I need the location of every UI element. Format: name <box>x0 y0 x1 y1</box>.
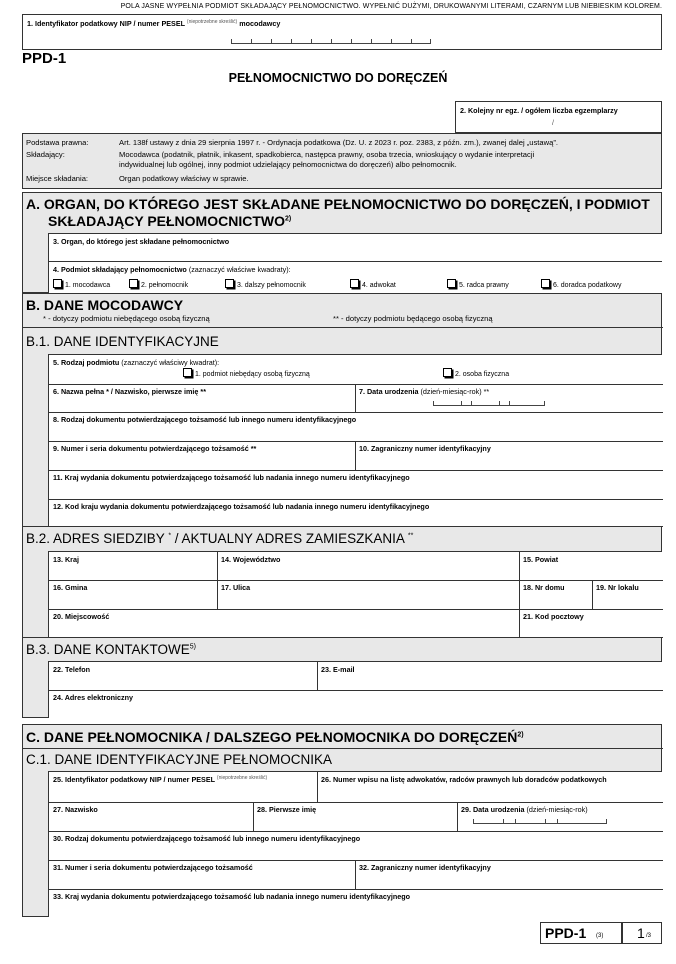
field-4-label: 4. Podmiot składający pełnomocnictwo (zaznaczyć właściwe kwadraty): <box>53 265 291 274</box>
field-8-label: 8. Rodzaj dokumentu potwierdzającego tożsamość lub innego numeru identyfikacyjnego <box>53 415 357 424</box>
field-1-label: 1. Identyfikator podatkowy NIP / numer PESEL $^{(niepotrzebne skreślić)}$ mocodawcy <box>27 19 281 28</box>
field-2-box[interactable] <box>455 101 662 133</box>
field-29-ticks <box>473 819 607 824</box>
miejsce-text: Organ podatkowy właściwy w sprawie. <box>119 174 249 183</box>
b1-title: B.1. DANE IDENTYFIKACYJNE <box>26 334 219 349</box>
field-2-label: 2. Kolejny nr egz. / ogółem liczba egzemplarzy <box>460 106 618 115</box>
field-5-label: 5. Rodzaj podmiotu (zaznaczyć właściwy kwadrat): <box>53 358 220 367</box>
field-18-label: 18. Nr domu <box>523 583 565 592</box>
section-b-note-2: ** - dotyczy podmiotu będącego osobą fizyczną <box>333 314 493 323</box>
checkbox[interactable] <box>541 279 550 288</box>
podstawa-text: Art. 138f ustawy z dnia 29 sierpnia 1997 r. - Ordynacja podatkowa (Dz. U. z 2023 r. poz. 2383, z późn. zm.), zwanej dalej „ustawą”. <box>119 138 558 147</box>
option-mocodawca[interactable]: 1. mocodawca <box>53 279 110 289</box>
section-b-note-1: * - dotyczy podmiotu niebędącego osobą fizyczną <box>43 314 210 323</box>
checkbox[interactable] <box>447 279 456 288</box>
footer-version: (3) <box>596 933 604 939</box>
field-11-label: 11. Kraj wydania dokumentu potwierdzającego tożsamość lub nadania innego numeru identyfikacyjnego <box>53 473 410 482</box>
option-pelnomocnik[interactable]: 2. pełnomocnik <box>129 279 188 289</box>
b1-fields <box>48 354 662 526</box>
checkbox[interactable] <box>129 279 138 288</box>
section-b-title: B. DANE MOCODAWCY <box>26 297 184 313</box>
b2-title: B.2. ADRES SIEDZIBY * / AKTUALNY ADRES ZAMIESZKANIA ** <box>26 531 414 546</box>
checkbox[interactable] <box>350 279 359 288</box>
miejsce-label: Miejsce składania: <box>26 174 89 183</box>
option-adwokat[interactable]: 4. adwokat <box>350 279 396 289</box>
field-14-label: 14. Województwo <box>221 555 281 564</box>
checkbox[interactable] <box>53 279 62 288</box>
section-a <box>22 192 662 293</box>
section-c-title: C. DANE PEŁNOMOCNIKA / DALSZEGO PEŁNOMOCNIKA DO DORĘCZEŃ$^{2)}$ <box>26 729 524 745</box>
section-a-title-2: SKŁADAJĄCY PEŁNOMOCNICTWO$^{2)}$ <box>48 213 292 229</box>
podstawa-label: Podstawa prawna: <box>26 138 89 147</box>
option-dalszy-pelnomocnik[interactable]: 3. dalszy pełnomocnik <box>225 279 306 289</box>
instruction-note: POLA JASNE WYPEŁNIA PODMIOT SKŁADAJĄCY PEŁNOMOCNICTWO. WYPEŁNIĆ DUŻYMI, DRUKOWANYMI LITERAMI, CZARNYM LUB NIEBIESKIM KOLOREM. <box>120 3 662 10</box>
footer-page-total: /3 <box>646 933 652 939</box>
field-22-label: 22. Telefon <box>53 665 91 674</box>
field-12-label: 12. Kod kraju wydania dokumentu potwierdzającego tożsamość lub nadania innego numeru identyfikacyjnego <box>53 502 430 511</box>
field-6-label: 6. Nazwa pełna * / Nazwisko, pierwsze imię ** <box>53 387 206 396</box>
c1-title: C.1. DANE IDENTYFIKACYJNE PEŁNOMOCNIKA <box>26 752 333 767</box>
checkbox[interactable] <box>443 368 452 377</box>
section-b <box>22 293 662 718</box>
field-24-label: 24. Adres elektroniczny <box>53 693 134 702</box>
legal-basis-block <box>22 133 662 189</box>
field-2-slash: / <box>552 120 554 127</box>
footer-form-code <box>540 922 622 944</box>
field-29-label: 29. Data urodzenia (dzień-miesiąc-rok) <box>461 805 588 814</box>
section-a-title-1: A. ORGAN, DO KTÓREGO JEST SKŁADANE PEŁNOMOCNICTWO DO DORĘCZEŃ, I PODMIOT <box>26 196 650 212</box>
field-27-label: 27. Nazwisko <box>53 805 98 814</box>
field-7-label: 7. Data urodzenia (dzień-miesiąc-rok) ** <box>359 387 490 396</box>
field-3-label: 3. Organ, do którego jest składane pełnomocnictwo <box>53 237 230 246</box>
b2-fields <box>48 551 662 637</box>
form-title: PEŁNOMOCNICTWO DO DORĘCZEŃ <box>228 71 448 85</box>
field-9-label: 9. Numer i seria dokumentu potwierdzającego tożsamość ** <box>53 444 257 453</box>
option-radca-prawny[interactable]: 5. radca prawny <box>447 279 509 289</box>
option-podmiot-niefizyczny[interactable]: 1. podmiot niebędący osobą fizyczną <box>183 368 310 378</box>
option-osoba-fizyczna[interactable]: 2. osoba fizyczna <box>443 368 509 378</box>
field-32-label: 32. Zagraniczny numer identyfikacyjny <box>359 863 491 872</box>
field-3-box[interactable] <box>48 233 662 261</box>
b3-title: B.3. DANE KONTAKTOWE$^{5)}$ <box>26 642 197 657</box>
field-1-box[interactable] <box>22 14 662 50</box>
field-7-ticks <box>433 401 545 406</box>
field-10-label: 10. Zagraniczny numer identyfikacyjny <box>359 444 491 453</box>
field-13-label: 13. Kraj <box>53 555 79 564</box>
field-25-label: 25. Identyfikator podatkowy NIP / numer PESEL $^{(niepotrzebne skreślić)}$ <box>53 775 268 784</box>
field-19-label: 19. Nr lokalu <box>596 583 639 592</box>
form-code: PPD-1 <box>22 50 67 67</box>
field-20-label: 20. Miejscowość <box>53 612 110 621</box>
skladajacy-label: Składający: <box>26 150 65 159</box>
field-4-box <box>48 261 662 293</box>
field-28-label: 28. Pierwsze imię <box>257 805 317 814</box>
option-doradca-podatkowy[interactable]: 6. doradca podatkowy <box>541 279 622 289</box>
field-16-label: 16. Gmina <box>53 583 88 592</box>
b3-fields <box>48 661 662 718</box>
checkbox[interactable] <box>225 279 234 288</box>
checkbox[interactable] <box>183 368 192 377</box>
skladajacy-text-1: Mocodawca (podatnik, płatnik, inkasent, spadkobierca, następca prawny, osoba trzecia, wnioskujący o wydanie interpretacji <box>119 150 535 159</box>
section-c <box>22 724 662 917</box>
field-21-label: 21. Kod pocztowy <box>523 612 584 621</box>
field-17-label: 17. Ulica <box>221 583 251 592</box>
footer-page <box>622 922 662 944</box>
c1-fields <box>48 771 662 917</box>
field-15-label: 15. Powiat <box>523 555 559 564</box>
footer-code: PPD-1 <box>545 925 587 941</box>
field-33-label: 33. Kraj wydania dokumentu potwierdzającego tożsamość lub nadania innego numeru identyfikacyjnego <box>53 892 411 901</box>
field-1-ticks <box>231 39 431 44</box>
field-23-label: 23. E-mail <box>321 665 355 674</box>
field-26-label: 26. Numer wpisu na listę adwokatów, radców prawnych lub doradców podatkowych <box>321 775 607 784</box>
footer-page-number: 1 <box>637 925 645 941</box>
field-30-label: 30. Rodzaj dokumentu potwierdzającego tożsamość lub innego numeru identyfikacyjnego <box>53 834 361 843</box>
field-31-label: 31. Numer i seria dokumentu potwierdzającego tożsamość <box>53 863 253 872</box>
skladajacy-text-2: indywidualnej lub ogólnej, inny podmiot udzielający pełnomocnictwa do doręczeń) albo pełnomocnik. <box>119 160 457 169</box>
